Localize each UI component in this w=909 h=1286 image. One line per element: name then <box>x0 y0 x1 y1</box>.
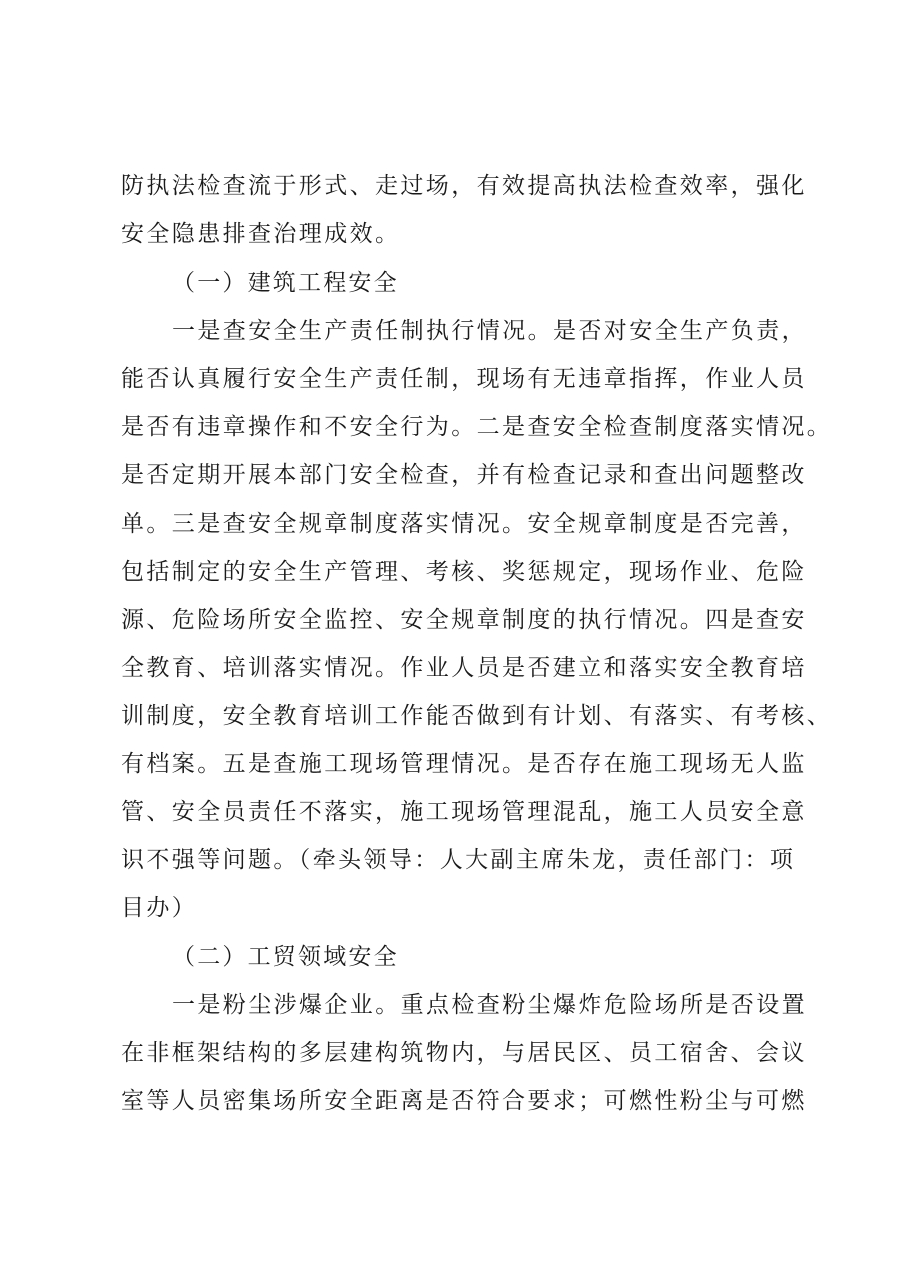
section-heading: （二）工贸领域安全 <box>172 944 399 970</box>
body-text-line: 是否定期开展本部门安全检查，并有检查记录和查出问题整改 <box>121 462 807 488</box>
body-text-line: 源、危险场所安全监控、安全规章制度的执行情况。四是查安 <box>121 607 807 633</box>
body-text-line: 单。三是查安全规章制度落实情况。安全规章制度是否完善， <box>121 511 807 537</box>
body-text-line: 训制度，安全教育培训工作能否做到有计划、有落实、有考核、 <box>121 703 833 729</box>
body-text-line: 有档案。五是查施工现场管理情况。是否存在施工现场无人监 <box>121 751 807 777</box>
body-text-line: 在非框架结构的多层建构筑物内，与居民区、员工宿舍、会议 <box>121 1040 807 1066</box>
body-text-line: 安全隐患排查治理成效。 <box>121 221 401 247</box>
body-text-line: 室等人员密集场所安全距离是否符合要求；可燃性粉尘与可燃 <box>121 1088 807 1114</box>
body-text-line: 能否认真履行安全生产责任制，现场有无违章指挥，作业人员 <box>121 366 807 392</box>
paragraph-first-line: 一是粉尘涉爆企业。重点检查粉尘爆炸危险场所是否设置 <box>172 992 807 1018</box>
section-heading: （一）建筑工程安全 <box>172 270 399 296</box>
body-text-line: 管、安全员责任不落实，施工现场管理混乱，施工人员安全意 <box>121 799 807 825</box>
body-text-line: 全教育、培训落实情况。作业人员是否建立和落实安全教育培 <box>121 655 807 681</box>
body-text-line: 防执法检查流于形式、走过场，有效提高执法检查效率，强化 <box>121 173 807 199</box>
body-text-line: 识不强等问题。（牵头领导：人大副主席朱龙，责任部门：项 <box>121 847 796 873</box>
body-text-line: 目办） <box>121 895 198 921</box>
body-text-line: 包括制定的安全生产管理、考核、奖惩规定，现场作业、危险 <box>121 559 807 585</box>
paragraph-first-line: 一是查安全生产责任制执行情况。是否对安全生产负责， <box>172 318 807 344</box>
body-text-line: 是否有违章操作和不安全行为。二是查安全检查制度落实情况。 <box>121 414 833 440</box>
